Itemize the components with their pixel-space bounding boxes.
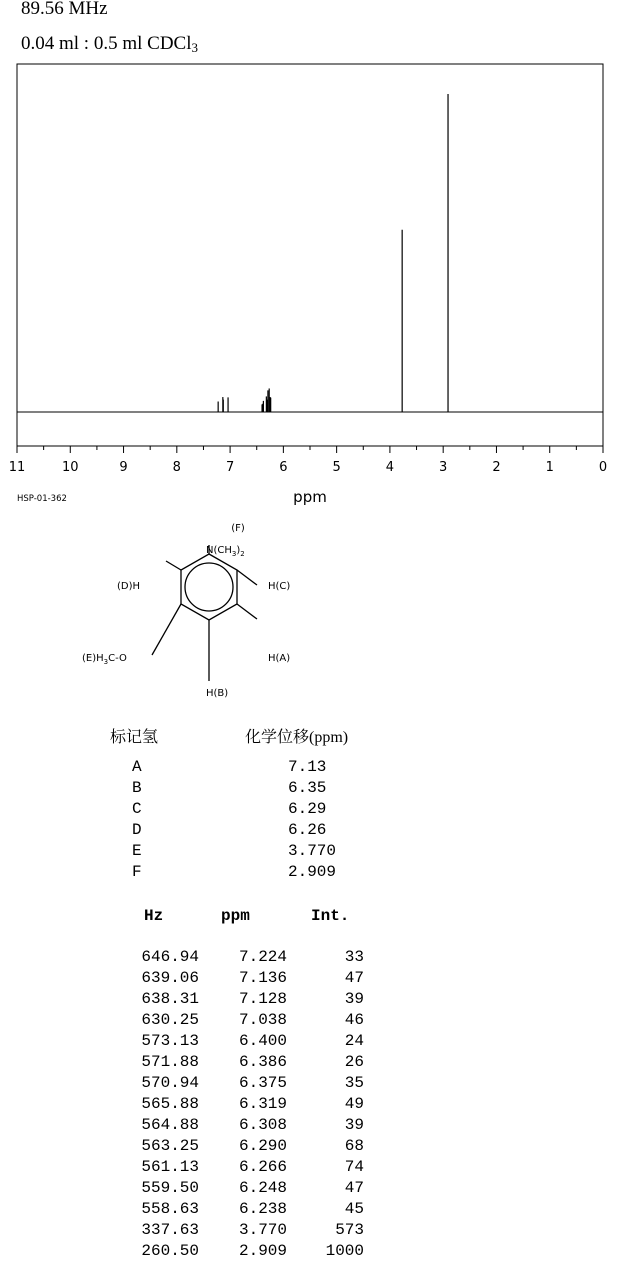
assignment-table [0, 720, 624, 890]
spectrometer-frequency: 89.56 MHz [21, 0, 108, 19]
peak-ppm: 7.038 [238, 1011, 287, 1029]
peak-hz: 646.94 [141, 948, 199, 966]
peak-hz: 260.50 [141, 1242, 199, 1260]
nmr-spectrum-chart [0, 60, 624, 520]
assignment-row [0, 863, 400, 884]
solvent-subscript: 3 [191, 40, 198, 55]
x-axis-label: ppm [293, 488, 327, 506]
hydrogen-label: B [132, 779, 142, 797]
x-tick-label: 9 [119, 460, 128, 475]
spectrum-peaks [218, 94, 448, 412]
peak-row [0, 1116, 400, 1137]
hydrogen-label: F [132, 863, 142, 881]
assignment-row [0, 842, 400, 863]
peak-hz: 630.25 [141, 1011, 199, 1029]
peak-intensity: 45 [344, 1200, 364, 1218]
peak-row [0, 1095, 400, 1116]
peak-hz: 571.88 [141, 1053, 199, 1071]
peak-intensity: 74 [344, 1158, 364, 1176]
peak-hz: 558.63 [141, 1200, 199, 1218]
peak-row [0, 1053, 400, 1074]
header-int: Int. [311, 907, 350, 925]
label-c: H(C) [268, 581, 291, 592]
x-tick-label: 5 [332, 460, 341, 475]
label-f: (F) [231, 523, 245, 534]
peak-ppm: 6.238 [238, 1200, 287, 1218]
peak-intensity: 49 [344, 1095, 364, 1113]
peak-intensity: 47 [344, 1179, 364, 1197]
peak-row [0, 969, 400, 990]
label-e: $(E)H_3C-O$ [82, 653, 127, 666]
x-axis-tick-labels [9, 460, 607, 475]
peak-ppm: 6.319 [238, 1095, 287, 1113]
peak-list-table [0, 905, 624, 1275]
peak-hz: 564.88 [141, 1116, 199, 1134]
chemical-shift-value: 3.770 [288, 842, 337, 860]
peak-ppm: 6.266 [238, 1158, 287, 1176]
plot-frame [17, 64, 603, 446]
sample-solvent [21, 33, 198, 55]
x-tick-label: 0 [598, 460, 608, 475]
assignment-row [0, 779, 400, 800]
peak-ppm: 7.224 [238, 948, 287, 966]
peak-row [0, 1221, 400, 1242]
x-tick-label: 8 [172, 460, 181, 475]
header-ppm: ppm [221, 907, 250, 925]
peak-intensity: 46 [344, 1011, 364, 1029]
hydrogen-label: A [132, 758, 142, 776]
peak-intensity: 39 [344, 1116, 364, 1134]
assignment-row [0, 758, 400, 779]
peak-hz: 337.63 [141, 1221, 199, 1239]
peak-row [0, 1200, 400, 1221]
peak-row [0, 990, 400, 1011]
peak-hz: 638.31 [141, 990, 199, 1008]
x-tick-label: 4 [385, 460, 395, 475]
header-hz: Hz [144, 907, 164, 925]
assignment-row [0, 821, 400, 842]
peak-row [0, 1242, 400, 1263]
peak-intensity: 35 [344, 1074, 364, 1092]
peak-intensity: 26 [344, 1053, 364, 1071]
x-tick-label: 3 [439, 460, 448, 475]
peak-ppm: 6.290 [238, 1137, 287, 1155]
label-n-dimethyl: $N(CH_3)_2$ [206, 545, 245, 558]
chemical-shift-value: 6.26 [288, 821, 327, 839]
peak-ppm: 6.308 [238, 1116, 287, 1134]
peak-ppm: 6.248 [238, 1179, 287, 1197]
hydrogen-label: C [132, 800, 142, 818]
peak-hz: 570.94 [141, 1074, 199, 1092]
header-hydrogen-label: 标记氢 [110, 729, 159, 746]
hydrogen-label: D [132, 821, 142, 839]
peak-intensity: 39 [344, 990, 364, 1008]
peak-row [0, 1137, 400, 1158]
spectrum-code: HSP-01-362 [17, 494, 67, 504]
label-a: H(A) [268, 653, 291, 664]
x-tick-label: 1 [545, 460, 554, 475]
peak-hz: 559.50 [141, 1179, 199, 1197]
peak-ppm: 2.909 [238, 1242, 287, 1260]
peak-intensity: 47 [344, 969, 364, 987]
x-tick-label: 2 [492, 460, 501, 475]
x-tick-label: 7 [225, 460, 235, 475]
peak-hz: 639.06 [141, 969, 199, 987]
peak-hz: 573.13 [141, 1032, 199, 1050]
peak-hz: 563.25 [141, 1137, 199, 1155]
peak-intensity: 33 [344, 948, 364, 966]
peak-intensity: 68 [344, 1137, 364, 1155]
x-axis-ticks [17, 446, 603, 453]
chemical-shift-value: 6.29 [288, 800, 327, 818]
peak-row [0, 1011, 400, 1032]
chemical-shift-value: 2.909 [288, 863, 337, 881]
peak-ppm: 6.375 [238, 1074, 287, 1092]
chemical-shift-value: 6.35 [288, 779, 327, 797]
peak-ppm: 7.136 [238, 969, 287, 987]
peak-row [0, 948, 400, 969]
label-b: H(B) [206, 688, 229, 699]
x-tick-label: 10 [61, 460, 79, 475]
hydrogen-label: E [132, 842, 142, 860]
label-d: (D)H [117, 581, 141, 592]
peak-intensity: 1000 [325, 1242, 364, 1260]
peak-ppm: 6.400 [238, 1032, 287, 1050]
x-tick-label: 6 [279, 460, 288, 475]
peak-ppm: 3.770 [238, 1221, 287, 1239]
peak-row [0, 1179, 400, 1200]
chemical-shift-value: 7.13 [288, 758, 327, 776]
peak-row [0, 1032, 400, 1053]
peak-hz: 565.88 [141, 1095, 199, 1113]
peak-row [0, 1074, 400, 1095]
benzene-ring [181, 554, 237, 620]
peak-intensity: 24 [344, 1032, 364, 1050]
chemical-structure [70, 515, 360, 705]
peak-ppm: 6.386 [238, 1053, 287, 1071]
assignment-row [0, 800, 400, 821]
solvent-text: 0.04 ml : 0.5 ml CDCl [21, 33, 192, 54]
peak-intensity: 573 [335, 1221, 364, 1239]
peak-row [0, 1158, 400, 1179]
peak-hz: 561.13 [141, 1158, 199, 1176]
x-tick-label: 11 [8, 460, 26, 475]
peak-ppm: 7.128 [238, 990, 287, 1008]
header-chemical-shift: 化学位移(ppm) [245, 729, 349, 746]
substituent-bonds [152, 545, 257, 681]
